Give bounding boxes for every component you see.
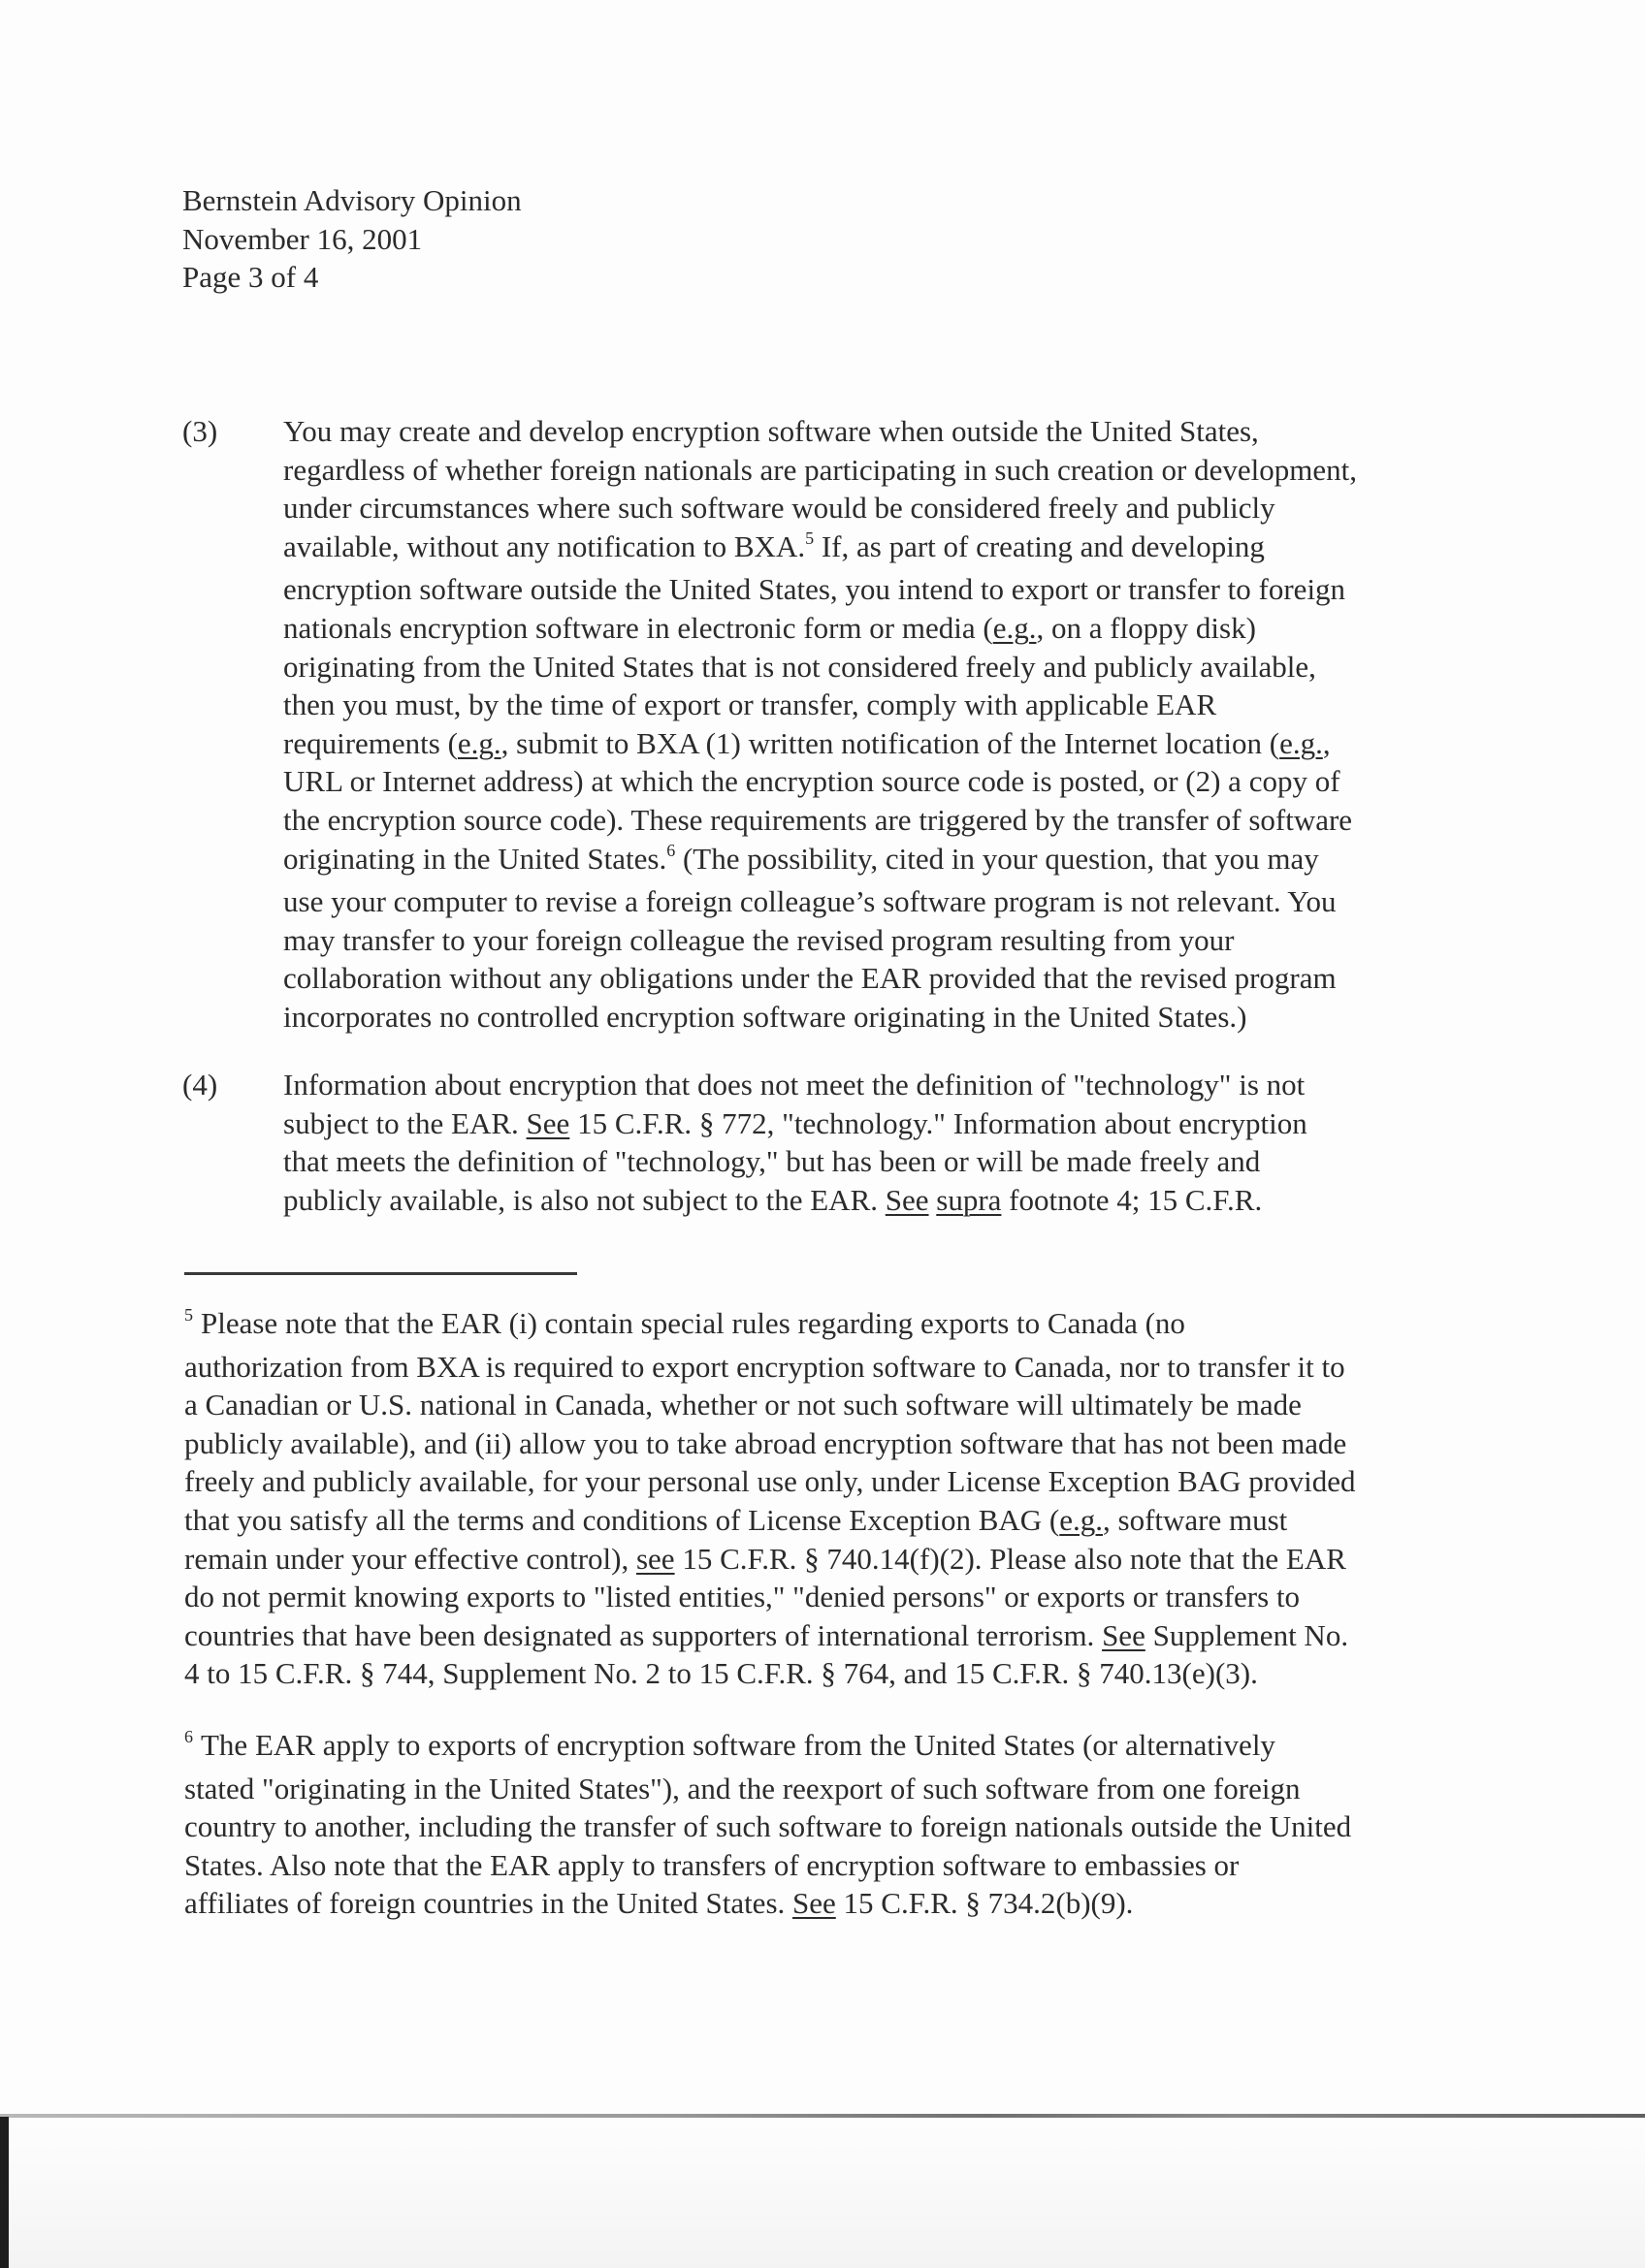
footnote-reference: 5 (184, 1305, 193, 1325)
footnote-separator (184, 1272, 577, 1275)
underlined-citation-signal: e.g. (457, 725, 501, 760)
text-line: publicly available), and (ii) allow you to take abroad encryption software that has not been made (184, 1425, 1347, 1460)
text-line: that meets the definition of "technology," but has been or will be made freely and (283, 1144, 1261, 1179)
text-line: under circumstances where such software would be considered freely and publicly (283, 491, 1275, 526)
underlined-citation-signal: See (792, 1886, 836, 1921)
text-line: regardless of whether foreign nationals are participating in such creation or development, (283, 452, 1357, 487)
underlined-citation-signal: see (635, 1541, 675, 1576)
underlined-citation-signal: See (885, 1182, 929, 1217)
paragraph-marker: (3) (182, 414, 218, 448)
scan-bottom-shade (0, 2118, 1645, 2268)
paragraph-marker: (4) (182, 1068, 218, 1102)
footnote-6 (184, 1726, 1465, 1923)
text-line: a Canadian or U.S. national in Canada, whether or not such software will ultimately be made (184, 1388, 1302, 1422)
underlined-citation-signal: e.g. (992, 610, 1037, 645)
underlined-citation-signal: e.g. (1059, 1502, 1104, 1537)
text-line: You may create and develop encryption software when outside the United States, (283, 414, 1259, 448)
document-title: Bernstein Advisory Opinion (182, 183, 522, 217)
underlined-citation-signal: See (1102, 1617, 1145, 1652)
footnote-5 (184, 1304, 1465, 1693)
text-line: originating in the United States.$^6$ (The possibility, cited in your question, that you may (283, 840, 1319, 876)
underlined-citation-signal: e.g. (1279, 725, 1323, 760)
text-line: $^6$ The EAR apply to exports of encryption software from the United States (or alternatively (184, 1727, 1275, 1762)
text-line: States. Also note that the EAR apply to transfers of encryption software to embassies or (184, 1847, 1240, 1882)
paragraph-4 (182, 1066, 1443, 1219)
paragraph-3 (182, 412, 1443, 1037)
text-line: originating from the United States that is not considered freely and publicly available, (283, 649, 1316, 684)
footnote-reference: 6 (184, 1727, 193, 1746)
text-line: collaboration without any obligations under the EAR provided that the revised program (283, 961, 1337, 996)
text-line: nationals encryption software in electronic form or media (e.g., on a floppy disk) (283, 610, 1256, 645)
footnote-reference: 6 (666, 840, 676, 860)
text-line: publicly available, is also not subject to the EAR. See supra footnote 4; 15 C.F.R. (283, 1182, 1263, 1217)
underlined-citation-signal: supra (936, 1182, 1002, 1217)
scan-edge-shadow (0, 2117, 9, 2268)
underlined-citation-signal: See (526, 1105, 570, 1140)
text-line: then you must, by the time of export or transfer, comply with applicable EAR (283, 687, 1217, 722)
text-line: Information about encryption that does not meet the definition of "technology" is not (283, 1068, 1306, 1102)
text-line: the encryption source code). These requirements are triggered by the transfer of software (283, 802, 1353, 837)
scan-fold-line (0, 2114, 1645, 2118)
text-line: may transfer to your foreign colleague the revised program resulting from your (283, 922, 1235, 957)
text-line: available, without any notification to BXA.$^5$ If, as part of creating and developing (283, 527, 1265, 563)
footnote-reference: 5 (805, 527, 815, 548)
text-line: affiliates of foreign countries in the United States. See 15 C.F.R. § 734.2(b)(9). (184, 1886, 1134, 1921)
text-line: do not permit knowing exports to "listed entities," "denied persons" or exports or transfers to (184, 1580, 1301, 1614)
text-line: freely and publicly available, for your personal use only, under License Exception BAG provided (184, 1464, 1356, 1499)
paragraph-body (283, 1066, 1443, 1219)
text-line: incorporates no controlled encryption software originating in the United States.) (283, 999, 1247, 1034)
text-line: subject to the EAR. See 15 C.F.R. § 772, "technology." Information about encryption (283, 1105, 1307, 1140)
text-line: country to another, including the transfer of such software to foreign nationals outside the United (184, 1809, 1352, 1844)
page-header (182, 181, 522, 297)
text-line: that you satisfy all the terms and conditions of License Exception BAG (e.g., software must (184, 1502, 1288, 1537)
text-line: countries that have been designated as supporters of international terrorism. See Supplement No. (184, 1617, 1349, 1652)
page-number: Page 3 of 4 (182, 260, 319, 294)
text-line: remain under your effective control), see 15 C.F.R. § 740.14(f)(2). Please also note that the EAR (184, 1541, 1346, 1576)
text-line: authorization from BXA is required to export encryption software to Canada, nor to transfer it to (184, 1349, 1345, 1384)
paragraph-body (283, 412, 1443, 1037)
text-line: requirements (e.g., submit to BXA (1) written notification of the Internet location (e.g., (283, 725, 1331, 760)
text-line: encryption software outside the United States, you intend to export or transfer to foreign (283, 572, 1346, 607)
text-line: $^5$ Please note that the EAR (i) contain special rules regarding exports to Canada (no (184, 1305, 1185, 1340)
text-line: use your computer to revise a foreign colleague’s software program is not relevant. You (283, 884, 1337, 919)
text-line: stated "originating in the United States"), and the reexport of such software from one foreign (184, 1771, 1301, 1805)
text-line: 4 to 15 C.F.R. § 744, Supplement No. 2 to 15 C.F.R. § 764, and 15 C.F.R. § 740.13(e)(3). (184, 1656, 1258, 1691)
document-date: November 16, 2001 (182, 221, 423, 256)
text-line: URL or Internet address) at which the encryption source code is posted, or (2) a copy of (283, 764, 1340, 799)
